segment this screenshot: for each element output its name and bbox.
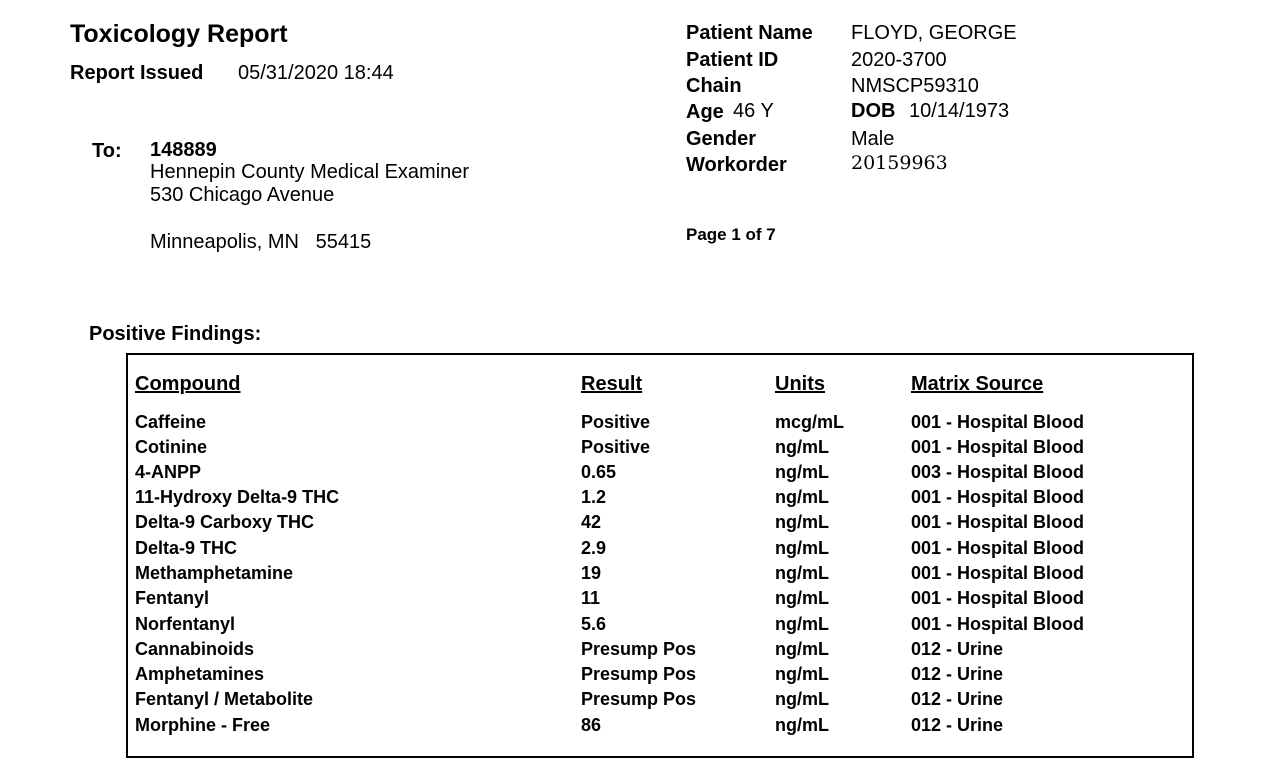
matrix-source-cell: 012 - Urine bbox=[911, 639, 1004, 659]
result-cell: 1.2 bbox=[581, 487, 607, 507]
dob-value: 10/14/1973 bbox=[909, 100, 1010, 122]
matrix-source-cell: 001 - Hospital Blood bbox=[911, 437, 1085, 457]
units-cell: ng/mL bbox=[775, 462, 829, 482]
workorder-value: 20159963 bbox=[851, 152, 948, 174]
workorder-label: Workorder bbox=[686, 154, 787, 176]
page-indicator: Page 1 of 7 bbox=[686, 225, 776, 244]
positive-findings-heading: Positive Findings: bbox=[89, 323, 262, 345]
table-row bbox=[0, 462, 1280, 487]
units-cell: mcg/mL bbox=[775, 412, 845, 432]
compound-cell: Delta-9 Carboxy THC bbox=[135, 512, 315, 532]
compound-cell: Caffeine bbox=[135, 412, 207, 432]
result-cell: Positive bbox=[581, 437, 651, 457]
recipient-id: 148889 bbox=[150, 139, 217, 161]
table-row bbox=[0, 689, 1280, 714]
units-cell: ng/mL bbox=[775, 512, 829, 532]
table-row bbox=[0, 588, 1280, 613]
age-value: 46 Y bbox=[733, 100, 774, 122]
recipient-street: 530 Chicago Avenue bbox=[150, 184, 335, 206]
table-row bbox=[0, 715, 1280, 740]
table-row bbox=[0, 538, 1280, 563]
matrix-source-cell: 003 - Hospital Blood bbox=[911, 462, 1085, 482]
compound-cell: Methamphetamine bbox=[135, 563, 294, 583]
result-cell: 11 bbox=[581, 588, 601, 608]
result-cell: Positive bbox=[581, 412, 651, 432]
patient-id-value: 2020-3700 bbox=[851, 49, 947, 71]
result-cell: Presump Pos bbox=[581, 664, 697, 684]
matrix-source-cell: 001 - Hospital Blood bbox=[911, 487, 1085, 507]
result-cell: 5.6 bbox=[581, 614, 607, 634]
patient-name-label: Patient Name bbox=[686, 22, 813, 44]
result-cell: 42 bbox=[581, 512, 602, 532]
units-cell: ng/mL bbox=[775, 538, 829, 558]
age-label: Age bbox=[686, 101, 724, 123]
table-row bbox=[0, 614, 1280, 639]
compound-cell: Delta-9 THC bbox=[135, 538, 238, 558]
matrix-source-cell: 012 - Urine bbox=[911, 689, 1004, 709]
patient-id-label: Patient ID bbox=[686, 49, 779, 71]
table-row bbox=[0, 664, 1280, 689]
column-header-compound: Compound bbox=[135, 373, 241, 395]
chain-label: Chain bbox=[686, 75, 742, 97]
result-cell: 19 bbox=[581, 563, 602, 583]
units-cell: ng/mL bbox=[775, 614, 829, 634]
matrix-source-cell: 001 - Hospital Blood bbox=[911, 588, 1085, 608]
gender-value: Male bbox=[851, 128, 895, 150]
table-row bbox=[0, 563, 1280, 588]
compound-cell: Morphine - Free bbox=[135, 715, 271, 735]
table-row bbox=[0, 437, 1280, 462]
matrix-source-cell: 001 - Hospital Blood bbox=[911, 563, 1085, 583]
column-header-result: Result bbox=[581, 373, 643, 395]
report-title: Toxicology Report bbox=[70, 20, 288, 48]
dob-label: DOB bbox=[851, 100, 896, 122]
report-issued-value: 05/31/2020 18:44 bbox=[238, 62, 394, 84]
result-cell: Presump Pos bbox=[581, 639, 697, 659]
units-cell: ng/mL bbox=[775, 563, 829, 583]
compound-cell: Fentanyl bbox=[135, 588, 210, 608]
matrix-source-cell: 001 - Hospital Blood bbox=[911, 412, 1085, 432]
result-cell: 86 bbox=[581, 715, 602, 735]
result-cell: Presump Pos bbox=[581, 689, 697, 709]
recipient-name: Hennepin County Medical Examiner bbox=[150, 161, 470, 183]
column-header-units: Units bbox=[775, 373, 825, 395]
table-row bbox=[0, 487, 1280, 512]
gender-label: Gender bbox=[686, 128, 757, 150]
units-cell: ng/mL bbox=[775, 639, 829, 659]
column-header-matrix-source: Matrix Source bbox=[911, 373, 1044, 395]
result-cell: 2.9 bbox=[581, 538, 607, 558]
units-cell: ng/mL bbox=[775, 588, 829, 608]
matrix-source-cell: 001 - Hospital Blood bbox=[911, 614, 1085, 634]
matrix-source-cell: 012 - Urine bbox=[911, 664, 1004, 684]
recipient-city-state-zip: Minneapolis, MN 55415 bbox=[150, 231, 372, 253]
table-row bbox=[0, 512, 1280, 537]
matrix-source-cell: 001 - Hospital Blood bbox=[911, 538, 1085, 558]
compound-cell: Amphetamines bbox=[135, 664, 265, 684]
table-row bbox=[0, 639, 1280, 664]
units-cell: ng/mL bbox=[775, 664, 829, 684]
units-cell: ng/mL bbox=[775, 487, 829, 507]
compound-cell: Norfentanyl bbox=[135, 614, 236, 634]
report-issued-label: Report Issued bbox=[70, 62, 204, 84]
units-cell: ng/mL bbox=[775, 437, 829, 457]
chain-value: NMSCP59310 bbox=[851, 75, 979, 97]
compound-cell: Cotinine bbox=[135, 437, 207, 457]
matrix-source-cell: 001 - Hospital Blood bbox=[911, 512, 1085, 532]
result-cell: 0.65 bbox=[581, 462, 617, 482]
matrix-source-cell: 012 - Urine bbox=[911, 715, 1004, 735]
compound-cell: 11-Hydroxy Delta-9 THC bbox=[135, 487, 340, 507]
table-row bbox=[0, 412, 1280, 437]
patient-name-value: FLOYD, GEORGE bbox=[851, 22, 1017, 44]
to-label: To: bbox=[92, 140, 122, 162]
compound-cell: Cannabinoids bbox=[135, 639, 255, 659]
units-cell: ng/mL bbox=[775, 689, 829, 709]
units-cell: ng/mL bbox=[775, 715, 829, 735]
compound-cell: 4-ANPP bbox=[135, 462, 202, 482]
compound-cell: Fentanyl / Metabolite bbox=[135, 689, 314, 709]
